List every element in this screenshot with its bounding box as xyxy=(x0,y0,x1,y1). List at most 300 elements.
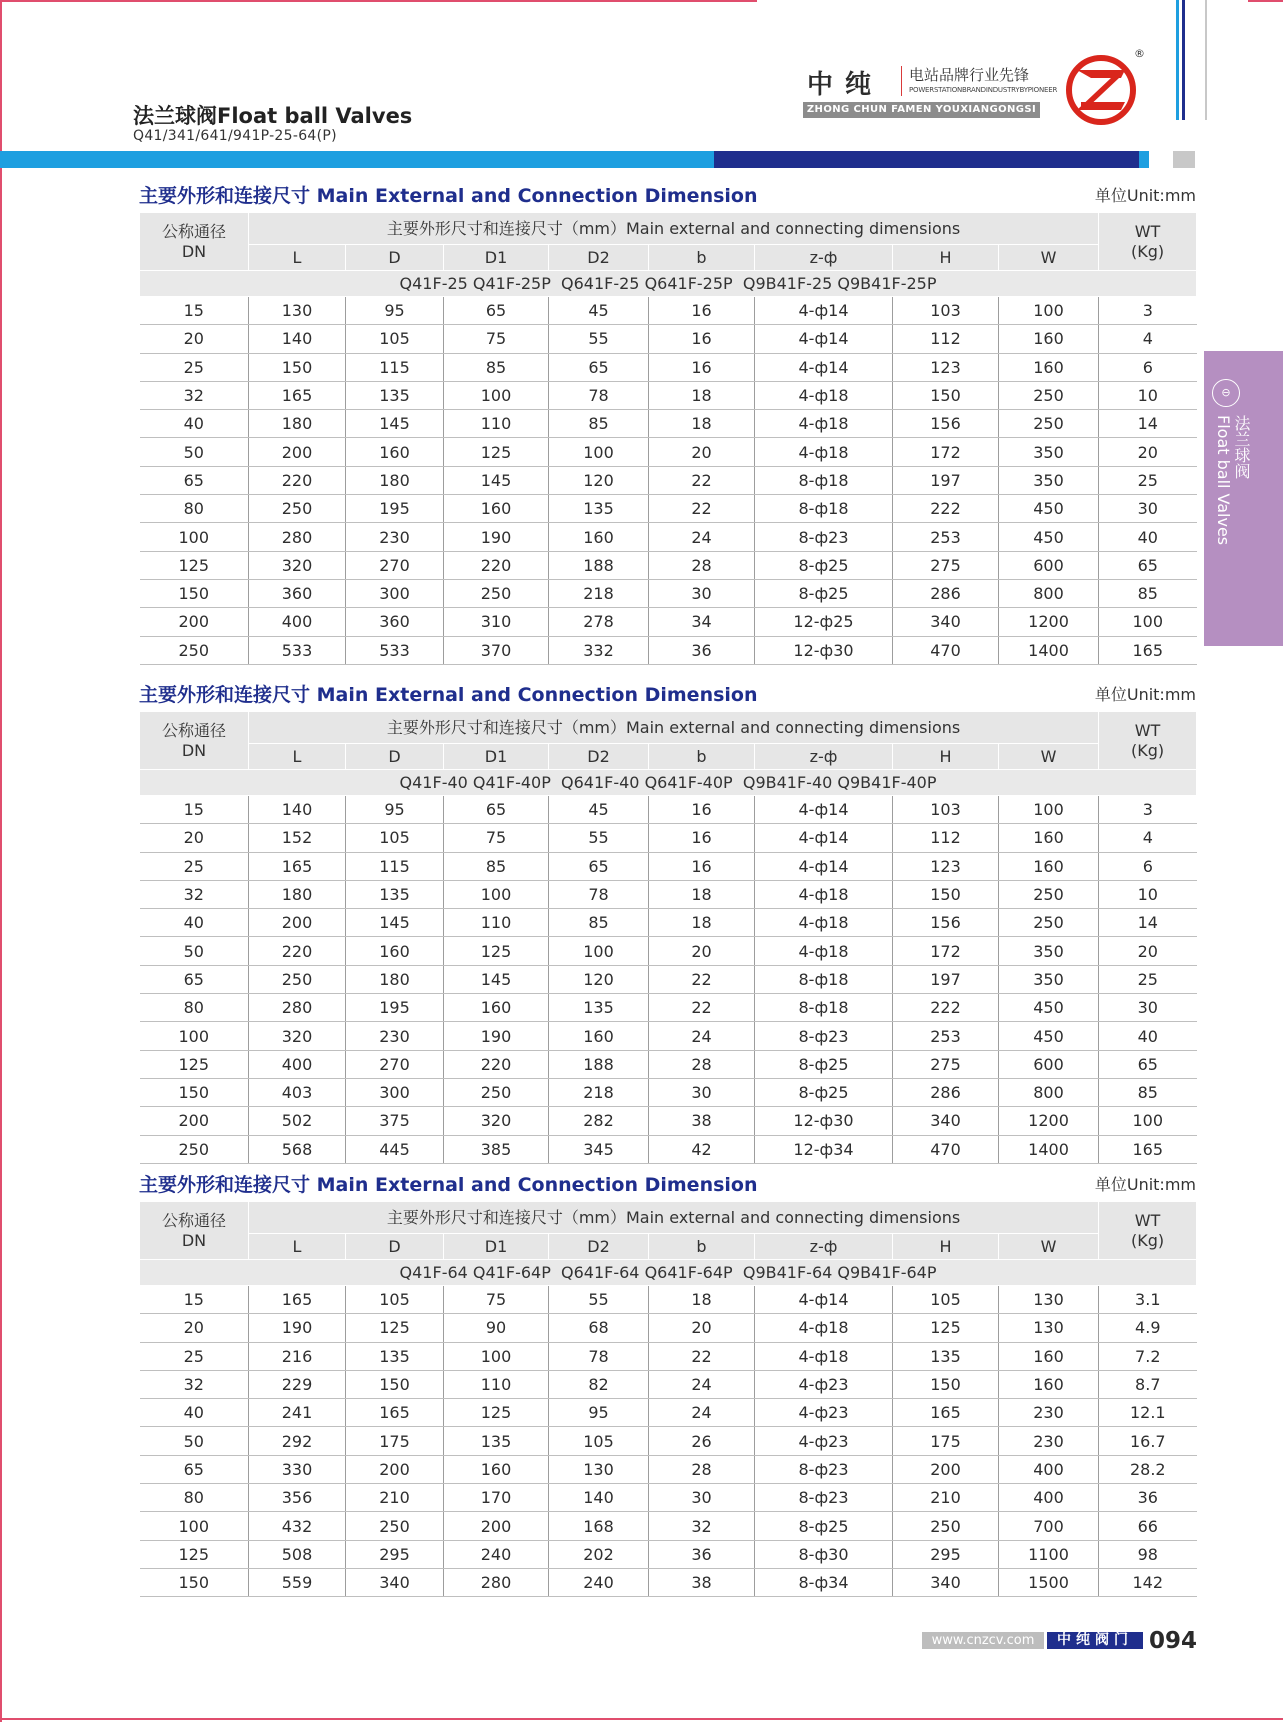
table-row xyxy=(140,1050,1197,1078)
table-cell: 270 xyxy=(346,551,444,579)
table-cell: 350 xyxy=(999,965,1099,993)
table-cell: 8-ф25 xyxy=(755,1512,893,1540)
table-cell: 4-ф18 xyxy=(755,1314,893,1342)
table-cell: 25 xyxy=(1099,466,1197,494)
table-cell: 125 xyxy=(444,937,549,965)
table-cell: 100 xyxy=(1099,1107,1197,1135)
table-cell: 160 xyxy=(999,852,1099,880)
table-cell: 156 xyxy=(893,410,999,438)
table-cell: 200 xyxy=(346,1455,444,1483)
table-cell: 220 xyxy=(249,466,346,494)
table-cell: 150 xyxy=(346,1370,444,1398)
table-cell: 18 xyxy=(649,909,755,937)
table-row xyxy=(140,1399,1197,1427)
table-cell: 370 xyxy=(444,636,549,664)
table-cell: 280 xyxy=(249,994,346,1022)
table-cell: 18 xyxy=(649,381,755,409)
table-cell: 168 xyxy=(549,1512,649,1540)
table-cell: 320 xyxy=(249,1022,346,1050)
table-cell: 450 xyxy=(999,495,1099,523)
table-cell: 220 xyxy=(444,1050,549,1078)
table-cell: 8-ф23 xyxy=(755,1484,893,1512)
table-cell: 80 xyxy=(140,1484,249,1512)
table-cell: 18 xyxy=(649,1286,755,1314)
table-cell: 292 xyxy=(249,1427,346,1455)
table-cell: 190 xyxy=(444,1022,549,1050)
table-cell: 135 xyxy=(893,1342,999,1370)
table-cell: 250 xyxy=(999,410,1099,438)
table-cell: 197 xyxy=(893,965,999,993)
table-cell: 150 xyxy=(140,1568,249,1596)
table-cell: 200 xyxy=(444,1512,549,1540)
table-cell: 25 xyxy=(140,1342,249,1370)
table-cell: 286 xyxy=(893,579,999,607)
table-cell: 25 xyxy=(140,353,249,381)
table-cell: 250 xyxy=(249,495,346,523)
table-cell: 105 xyxy=(346,325,444,353)
table-row xyxy=(140,1540,1197,1568)
table-cell: 135 xyxy=(444,1427,549,1455)
table-cell: 600 xyxy=(999,1050,1099,1078)
table-cell: 250 xyxy=(999,381,1099,409)
table-cell: 1200 xyxy=(999,1107,1099,1135)
table-cell: 100 xyxy=(999,796,1099,824)
table-cell: 20 xyxy=(1099,937,1197,965)
table-cell: 10 xyxy=(1099,381,1197,409)
table-cell: 32 xyxy=(140,381,249,409)
table-cell: 38 xyxy=(649,1107,755,1135)
table-cell: 502 xyxy=(249,1107,346,1135)
column-header: W xyxy=(999,744,1099,770)
table-cell: 18 xyxy=(649,880,755,908)
table-cell: 140 xyxy=(249,796,346,824)
table-row xyxy=(140,852,1197,880)
table-cell: 36 xyxy=(649,636,755,664)
table-cell: 8-ф23 xyxy=(755,1022,893,1050)
table-cell: 22 xyxy=(649,495,755,523)
table-cell: 4-ф14 xyxy=(755,852,893,880)
table-cell: 4-ф23 xyxy=(755,1427,893,1455)
table-cell: 200 xyxy=(249,909,346,937)
table-cell: 130 xyxy=(549,1455,649,1483)
table-cell: 1400 xyxy=(999,1135,1099,1163)
table-cell: 4-ф18 xyxy=(755,410,893,438)
table-cell: 175 xyxy=(346,1427,444,1455)
table-cell: 45 xyxy=(549,297,649,325)
table-cell: 4 xyxy=(1099,325,1197,353)
table-row xyxy=(140,994,1197,1022)
table-cell: 450 xyxy=(999,994,1099,1022)
table-cell: 160 xyxy=(346,937,444,965)
table-cell: 190 xyxy=(249,1314,346,1342)
table-cell: 26 xyxy=(649,1427,755,1455)
table-cell: 8-ф25 xyxy=(755,1078,893,1106)
table-cell: 330 xyxy=(249,1455,346,1483)
table-cell: 22 xyxy=(649,965,755,993)
table-cell: 188 xyxy=(549,1050,649,1078)
brand-bar: ZHONG CHUN FAMEN YOUXIANGONGSI xyxy=(803,102,1040,118)
table-cell: 350 xyxy=(999,937,1099,965)
table-cell: 250 xyxy=(249,965,346,993)
header-band-accent xyxy=(1139,151,1149,168)
table-cell: 4-ф18 xyxy=(755,438,893,466)
table-row xyxy=(140,466,1197,494)
table-cell: 105 xyxy=(346,1286,444,1314)
table-cell: 150 xyxy=(140,579,249,607)
table-cell: 140 xyxy=(249,325,346,353)
table-cell: 105 xyxy=(893,1286,999,1314)
table-cell: 222 xyxy=(893,495,999,523)
column-header: z-ф xyxy=(755,744,893,770)
table-cell: 385 xyxy=(444,1135,549,1163)
header-band-blue xyxy=(0,151,714,168)
table-cell: 3.1 xyxy=(1099,1286,1197,1314)
brand-separator xyxy=(901,66,902,96)
table-cell: 445 xyxy=(346,1135,444,1163)
table-cell: 15 xyxy=(140,1286,249,1314)
table-cell: 4-ф14 xyxy=(755,297,893,325)
table-cell: 400 xyxy=(999,1455,1099,1483)
table-cell: 112 xyxy=(893,824,999,852)
table-cell: 360 xyxy=(249,579,346,607)
table-cell: 24 xyxy=(649,523,755,551)
table-cell: 125 xyxy=(140,551,249,579)
table-row xyxy=(140,937,1197,965)
table-row xyxy=(140,1286,1197,1314)
table-cell: 165 xyxy=(249,852,346,880)
table-cell: 229 xyxy=(249,1370,346,1398)
top-frame-line xyxy=(0,0,757,2)
table-cell: 278 xyxy=(549,608,649,636)
table-cell: 55 xyxy=(549,325,649,353)
table-cell: 4-ф14 xyxy=(755,796,893,824)
column-header: H xyxy=(893,1234,999,1260)
column-header: L xyxy=(249,245,346,271)
table-cell: 240 xyxy=(444,1540,549,1568)
side-tab-label xyxy=(1214,415,1250,545)
table-row xyxy=(140,297,1197,325)
brand-slogan: 电站品牌行业先锋 xyxy=(909,66,1030,84)
table-cell: 160 xyxy=(999,1370,1099,1398)
table-cell: 50 xyxy=(140,1427,249,1455)
vertical-accent-line-grey xyxy=(1205,0,1207,120)
table-cell: 160 xyxy=(999,1342,1099,1370)
table-row xyxy=(140,1342,1197,1370)
table-cell: 12-ф34 xyxy=(755,1135,893,1163)
table-cell: 160 xyxy=(999,325,1099,353)
table-cell: 295 xyxy=(346,1540,444,1568)
table-cell: 105 xyxy=(346,824,444,852)
table-cell: 222 xyxy=(893,994,999,1022)
table-cell: 12-ф30 xyxy=(755,636,893,664)
table-cell: 230 xyxy=(346,1022,444,1050)
table-cell: 350 xyxy=(999,438,1099,466)
table-cell: 125 xyxy=(140,1050,249,1078)
header-weight: WT (Kg) xyxy=(1099,1202,1197,1260)
table-row xyxy=(140,636,1197,664)
table-cell: 50 xyxy=(140,438,249,466)
table-cell: 332 xyxy=(549,636,649,664)
table-cell: 156 xyxy=(893,909,999,937)
table-cell: 125 xyxy=(893,1314,999,1342)
table-cell: 8-ф23 xyxy=(755,1455,893,1483)
table-cell: 197 xyxy=(893,466,999,494)
table-cell: 4-ф18 xyxy=(755,1342,893,1370)
table-cell: 65 xyxy=(1099,1050,1197,1078)
table-cell: 400 xyxy=(249,1050,346,1078)
table-cell: 28 xyxy=(649,1050,755,1078)
table-cell: 40 xyxy=(140,410,249,438)
header-dimensions-group: 主要外形尺寸和连接尺寸（mm）Main external and connecting dimensions xyxy=(249,1202,1099,1234)
table-cell: 140 xyxy=(549,1484,649,1512)
table-cell: 4-ф23 xyxy=(755,1370,893,1398)
table-cell: 3 xyxy=(1099,297,1197,325)
table-cell: 16 xyxy=(649,796,755,824)
dimension-table xyxy=(139,212,1197,665)
table-cell: 533 xyxy=(249,636,346,664)
column-header: L xyxy=(249,744,346,770)
table-cell: 65 xyxy=(1099,551,1197,579)
table-cell: 20 xyxy=(649,1314,755,1342)
table-cell: 152 xyxy=(249,824,346,852)
table-cell: 250 xyxy=(999,880,1099,908)
table-cell: 145 xyxy=(346,909,444,937)
table-row xyxy=(140,1568,1197,1596)
table-cell: 1400 xyxy=(999,636,1099,664)
table-cell: 216 xyxy=(249,1342,346,1370)
table-cell: 4-ф14 xyxy=(755,824,893,852)
column-header: b xyxy=(649,744,755,770)
table-cell: 30 xyxy=(649,1484,755,1512)
table-cell: 75 xyxy=(444,1286,549,1314)
header-band-navy xyxy=(714,151,1139,168)
table-cell: 16 xyxy=(649,852,755,880)
table-cell: 100 xyxy=(549,438,649,466)
table-cell: 8-ф30 xyxy=(755,1540,893,1568)
table-cell: 22 xyxy=(649,466,755,494)
unit-label: 单位Unit:mm xyxy=(1094,186,1196,205)
table-cell: 400 xyxy=(999,1484,1099,1512)
table-cell: 145 xyxy=(444,965,549,993)
table-cell: 103 xyxy=(893,796,999,824)
table-cell: 10 xyxy=(1099,880,1197,908)
table-cell: 80 xyxy=(140,994,249,1022)
table-cell: 165 xyxy=(249,1286,346,1314)
table-cell: 160 xyxy=(444,495,549,523)
table-cell: 30 xyxy=(1099,495,1197,523)
table-cell: 160 xyxy=(999,824,1099,852)
table-cell: 160 xyxy=(999,353,1099,381)
table-cell: 55 xyxy=(549,1286,649,1314)
table-cell: 16 xyxy=(649,824,755,852)
table-cell: 66 xyxy=(1099,1512,1197,1540)
side-category-tab[interactable] xyxy=(1204,351,1283,646)
table-cell: 8-ф18 xyxy=(755,965,893,993)
table-row xyxy=(140,381,1197,409)
table-cell: 250 xyxy=(893,1512,999,1540)
bottom-frame-line xyxy=(0,1718,1283,1720)
table-cell: 65 xyxy=(140,466,249,494)
left-frame-line xyxy=(0,0,2,1722)
table-row xyxy=(140,551,1197,579)
table-cell: 559 xyxy=(249,1568,346,1596)
table-cell: 202 xyxy=(549,1540,649,1568)
table-cell: 800 xyxy=(999,1078,1099,1106)
table-row xyxy=(140,495,1197,523)
table-cell: 175 xyxy=(893,1427,999,1455)
table-row xyxy=(140,824,1197,852)
series-models-row: Q41F-25 Q41F-25P Q641F-25 Q641F-25P Q9B41F-25 Q9B41F-25P xyxy=(140,271,1197,297)
table-cell: 36 xyxy=(1099,1484,1197,1512)
table-row xyxy=(140,1512,1197,1540)
table-cell: 95 xyxy=(346,796,444,824)
series-models-row: Q41F-40 Q41F-40P Q641F-40 Q641F-40P Q9B41F-40 Q9B41F-40P xyxy=(140,770,1197,796)
table-cell: 85 xyxy=(444,353,549,381)
table-cell: 160 xyxy=(346,438,444,466)
table-cell: 25 xyxy=(1099,965,1197,993)
table-cell: 275 xyxy=(893,551,999,579)
table-cell: 123 xyxy=(893,353,999,381)
table-cell: 125 xyxy=(346,1314,444,1342)
table-cell: 14 xyxy=(1099,909,1197,937)
table-cell: 4-ф18 xyxy=(755,880,893,908)
table-row xyxy=(140,796,1197,824)
series-models-row: Q41F-64 Q41F-64P Q641F-64 Q641F-64P Q9B41F-64 Q9B41F-64P xyxy=(140,1260,1197,1286)
table-cell: 188 xyxy=(549,551,649,579)
table-cell: 220 xyxy=(249,937,346,965)
table-cell: 250 xyxy=(346,1512,444,1540)
header-dn: 公称通径 DN xyxy=(140,1202,249,1260)
table-row xyxy=(140,1314,1197,1342)
table-cell: 320 xyxy=(444,1107,549,1135)
table-cell: 115 xyxy=(346,353,444,381)
table-row xyxy=(140,965,1197,993)
table-cell: 30 xyxy=(649,579,755,607)
page-title: 法兰球阀Float ball Valves xyxy=(133,104,413,128)
table-cell: 375 xyxy=(346,1107,444,1135)
header-weight: WT (Kg) xyxy=(1099,213,1197,271)
table-cell: 100 xyxy=(140,523,249,551)
table-cell: 210 xyxy=(346,1484,444,1512)
table-cell: 280 xyxy=(249,523,346,551)
column-header: W xyxy=(999,1234,1099,1260)
table-cell: 180 xyxy=(346,965,444,993)
table-cell: 82 xyxy=(549,1370,649,1398)
table-cell: 275 xyxy=(893,1050,999,1078)
table-cell: 18 xyxy=(649,410,755,438)
table-cell: 172 xyxy=(893,937,999,965)
table-cell: 100 xyxy=(549,937,649,965)
table-cell: 220 xyxy=(444,551,549,579)
table-cell: 600 xyxy=(999,551,1099,579)
table-cell: 135 xyxy=(346,381,444,409)
table-cell: 15 xyxy=(140,297,249,325)
table-cell: 8-ф18 xyxy=(755,994,893,1022)
table-cell: 20 xyxy=(140,824,249,852)
table-cell: 20 xyxy=(140,1314,249,1342)
table-cell: 250 xyxy=(140,1135,249,1163)
table-cell: 22 xyxy=(649,994,755,1022)
table-cell: 160 xyxy=(549,523,649,551)
table-cell: 80 xyxy=(140,495,249,523)
table-cell: 130 xyxy=(999,1286,1099,1314)
table-cell: 160 xyxy=(549,1022,649,1050)
table-cell: 1100 xyxy=(999,1540,1099,1568)
table-cell: 568 xyxy=(249,1135,346,1163)
table-cell: 110 xyxy=(444,909,549,937)
table-cell: 142 xyxy=(1099,1568,1197,1596)
table-cell: 200 xyxy=(140,1107,249,1135)
table-cell: 30 xyxy=(649,1078,755,1106)
table-cell: 12-ф30 xyxy=(755,1107,893,1135)
table-cell: 470 xyxy=(893,1135,999,1163)
column-header: D1 xyxy=(444,744,549,770)
brand-slogan-en: POWERSTATIONBRANDINDUSTRYBYPIONEER xyxy=(909,86,1058,94)
table-row xyxy=(140,1107,1197,1135)
table-cell: 180 xyxy=(346,466,444,494)
table-row xyxy=(140,410,1197,438)
header-dn: 公称通径 DN xyxy=(140,712,249,770)
table-cell: 100 xyxy=(444,381,549,409)
column-header: D xyxy=(346,245,444,271)
table-cell: 340 xyxy=(346,1568,444,1596)
table-cell: 7.2 xyxy=(1099,1342,1197,1370)
table-cell: 165 xyxy=(249,381,346,409)
table-row xyxy=(140,325,1197,353)
table-cell: 145 xyxy=(444,466,549,494)
table-cell: 241 xyxy=(249,1399,346,1427)
table-cell: 16.7 xyxy=(1099,1427,1197,1455)
table-cell: 12-ф25 xyxy=(755,608,893,636)
table-cell: 533 xyxy=(346,636,444,664)
table-row xyxy=(140,1427,1197,1455)
table-cell: 165 xyxy=(893,1399,999,1427)
table-cell: 65 xyxy=(140,1455,249,1483)
table-cell: 115 xyxy=(346,852,444,880)
table-cell: 508 xyxy=(249,1540,346,1568)
table-cell: 8-ф25 xyxy=(755,1050,893,1078)
column-header: D2 xyxy=(549,744,649,770)
table-cell: 100 xyxy=(444,880,549,908)
table-cell: 230 xyxy=(346,523,444,551)
table-cell: 36 xyxy=(649,1540,755,1568)
table-cell: 400 xyxy=(249,608,346,636)
column-header: D1 xyxy=(444,1234,549,1260)
table-cell: 145 xyxy=(346,410,444,438)
valve-icon: ⊖ xyxy=(1212,379,1240,407)
table-cell: 8-ф25 xyxy=(755,579,893,607)
table-cell: 250 xyxy=(140,636,249,664)
footer-website[interactable]: www.cnzcv.com xyxy=(922,1632,1044,1649)
table-cell: 4-ф18 xyxy=(755,937,893,965)
table-cell: 160 xyxy=(444,994,549,1022)
table-cell: 12.1 xyxy=(1099,1399,1197,1427)
table-cell: 8-ф23 xyxy=(755,523,893,551)
column-header: b xyxy=(649,245,755,271)
table-cell: 195 xyxy=(346,994,444,1022)
table-cell: 1500 xyxy=(999,1568,1099,1596)
column-header: z-ф xyxy=(755,1234,893,1260)
table-cell: 320 xyxy=(249,551,346,579)
table-row xyxy=(140,1022,1197,1050)
table-cell: 432 xyxy=(249,1512,346,1540)
table-cell: 20 xyxy=(649,438,755,466)
column-header: D2 xyxy=(549,1234,649,1260)
table-cell: 150 xyxy=(893,381,999,409)
table-cell: 200 xyxy=(249,438,346,466)
table-cell: 130 xyxy=(999,1314,1099,1342)
table-cell: 65 xyxy=(549,852,649,880)
